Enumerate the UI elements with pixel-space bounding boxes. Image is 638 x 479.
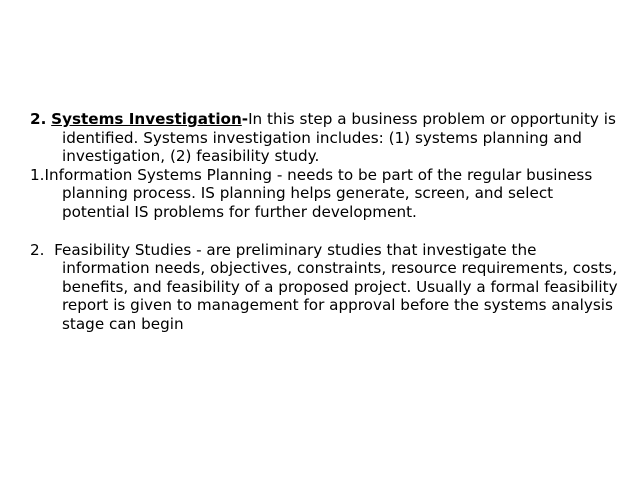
- item2-number: 2.: [30, 240, 45, 259]
- item-information-systems-planning: [30, 166, 625, 222]
- item1-number: 1.: [30, 165, 45, 184]
- section-paragraph: [30, 110, 625, 166]
- section-body: In this step a business problem or opportunity is identified. Systems investigation includes: (1) systems planning and investigation, (2) feasibility study.: [62, 110, 616, 166]
- section-title: Systems Investigation: [51, 110, 242, 128]
- item-feasibility-studies: [30, 241, 625, 334]
- slide-body: [30, 110, 625, 334]
- section-title-dash: -: [241, 110, 249, 128]
- section-number: 2.: [30, 110, 47, 128]
- item1-text: Information Systems Planning - needs to be part of the regular business planning process. IS planning helps generate, screen, and select potential IS problems for further development.: [44, 165, 593, 221]
- item2-text: Feasibility Studies - are preliminary studies that investigate the information needs, objectives, constraints, resource requirements, costs, benefits, and feasibility of a proposed project. Usually a formal feasibility report is given to management for approval before the systems analysis stage can begin: [54, 240, 618, 333]
